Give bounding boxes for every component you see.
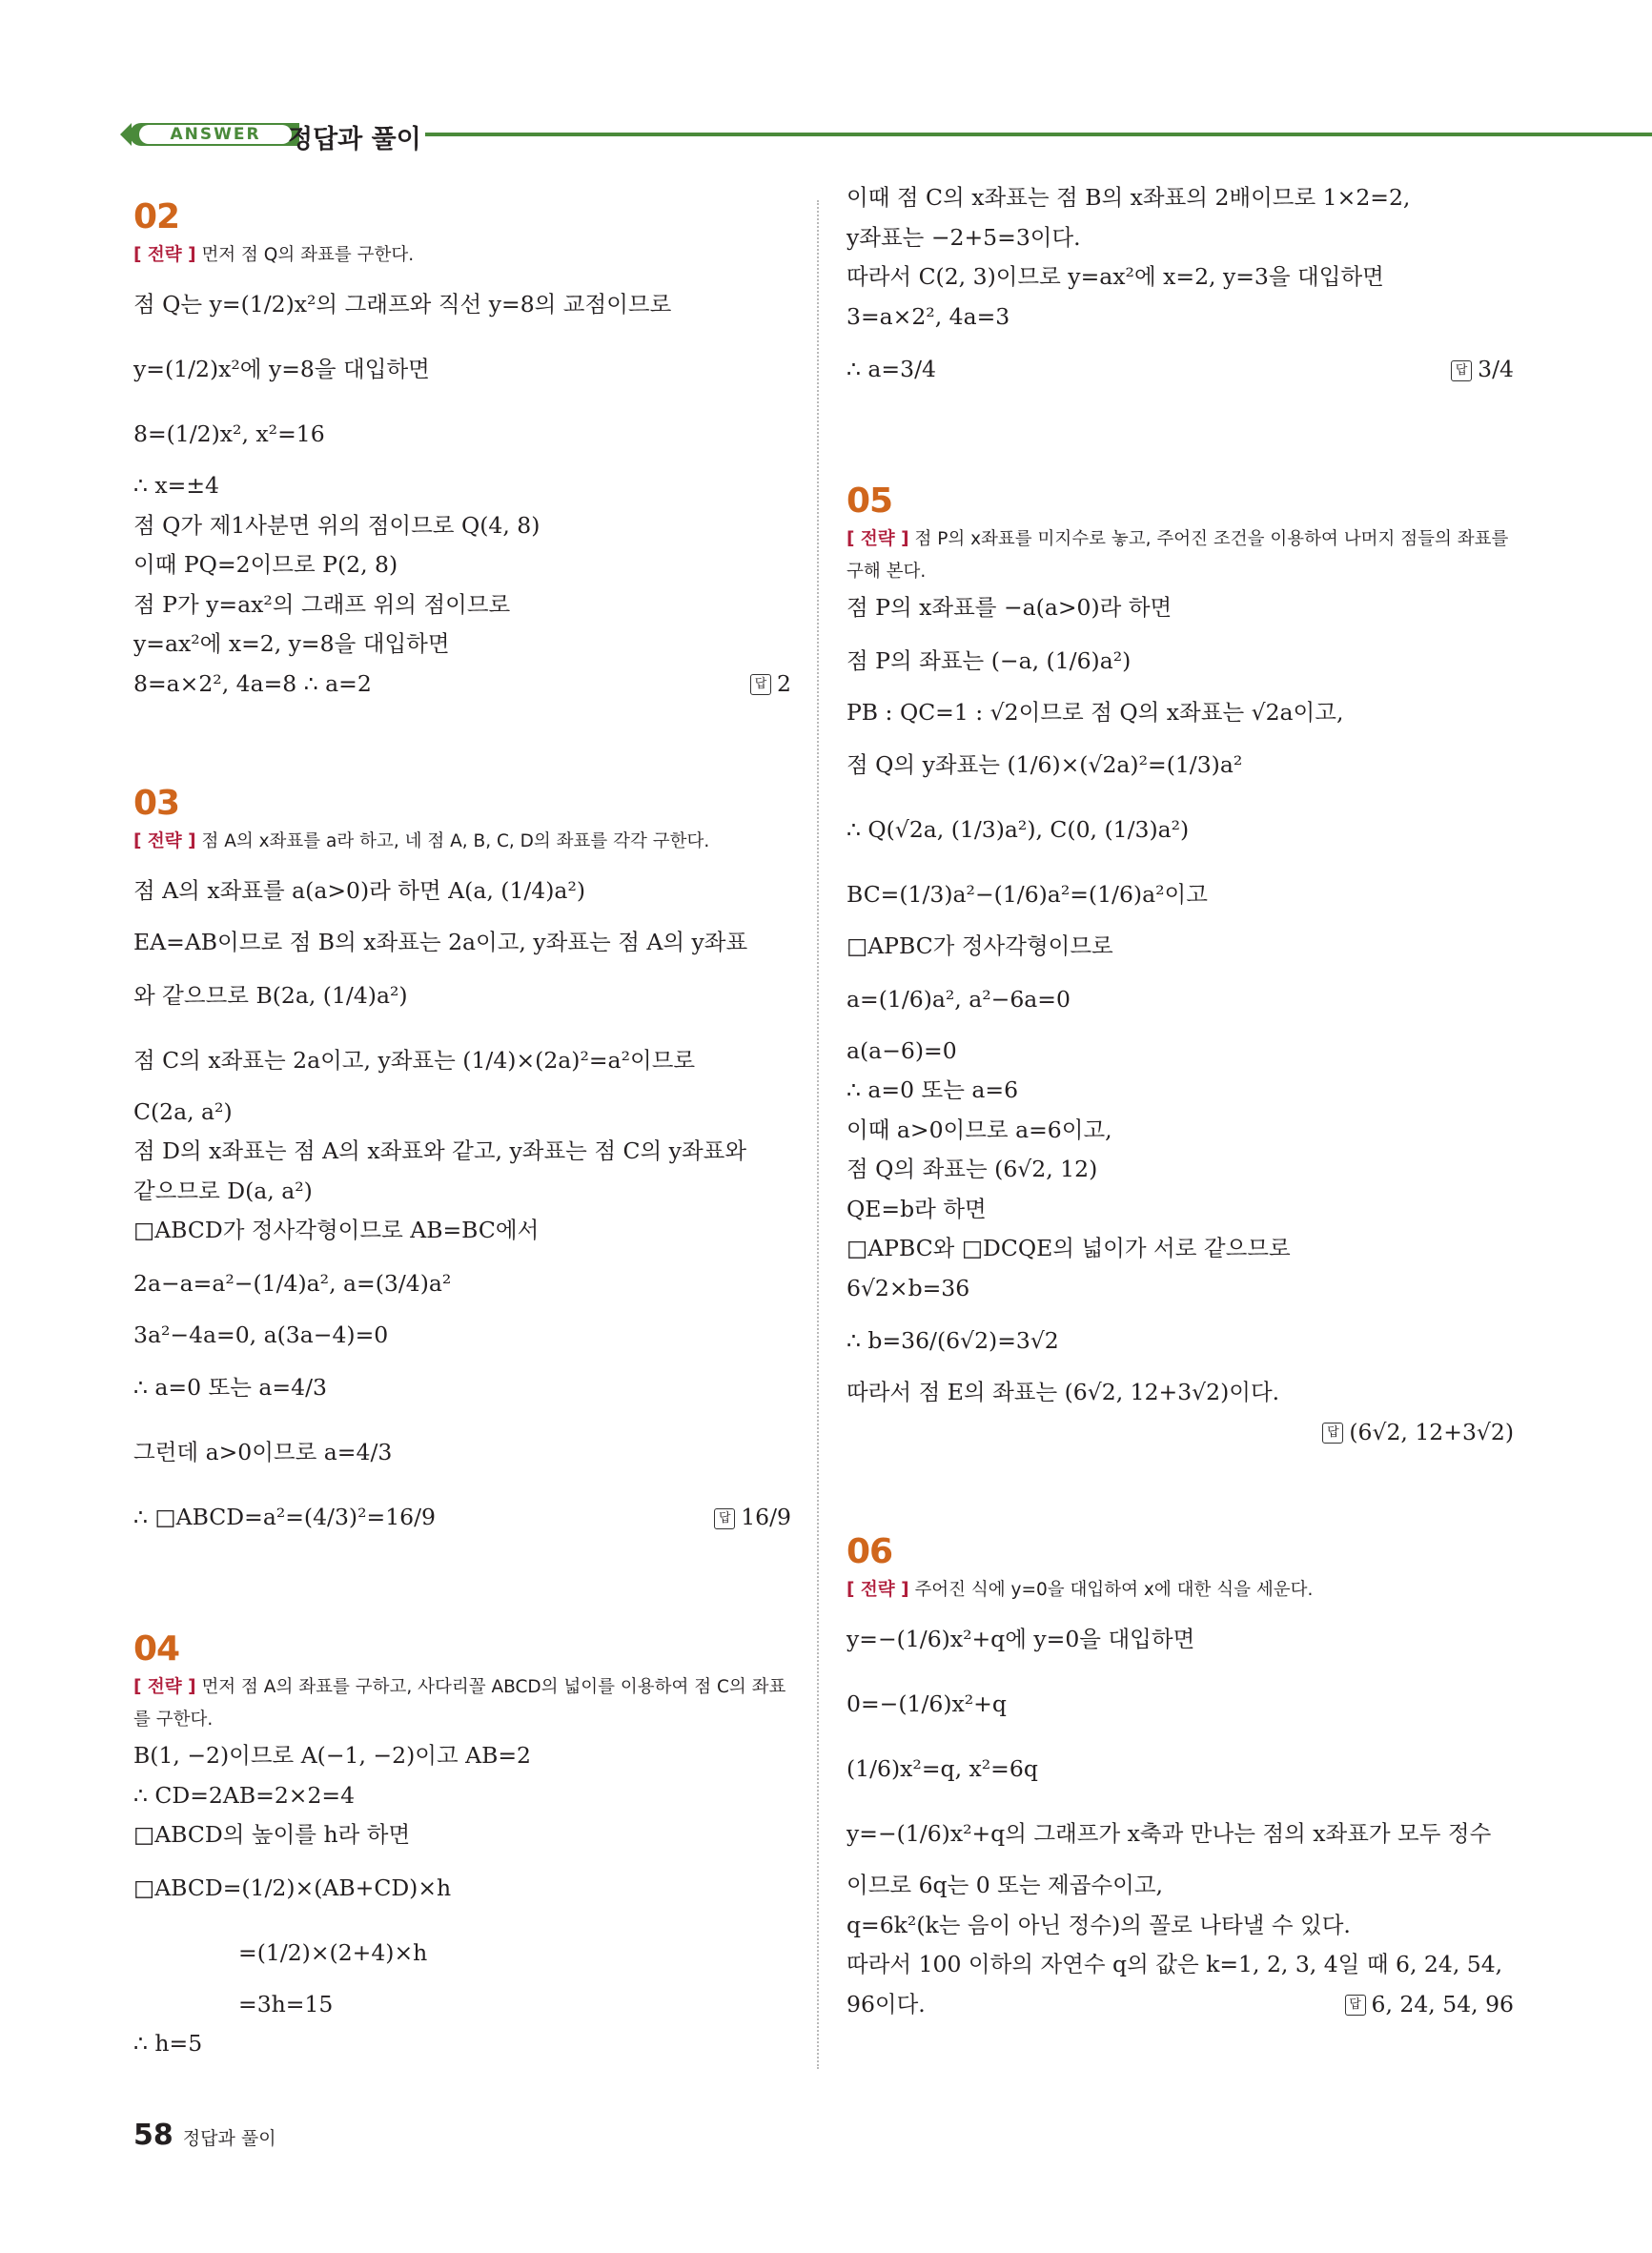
footer-label: 정답과 풀이 bbox=[182, 2128, 276, 2149]
solution-line: a=(1/6)a², a²−6a=0 bbox=[846, 985, 1071, 1013]
solution-line: 따라서 점 E의 좌표는 (6√2, 12+3√2)이다. bbox=[846, 1379, 1280, 1405]
solution-line: y=−(1/6)x²+q의 그래프가 x축과 만나는 점의 x좌표가 모두 정수 bbox=[846, 1820, 1492, 1847]
solution-text: 8=a×2², 4a=8 ∴ a=2 bbox=[133, 669, 372, 697]
solution-text: 96이다. bbox=[846, 1990, 926, 2017]
page-header bbox=[120, 120, 1652, 154]
answer-value: 3/4 bbox=[1478, 356, 1514, 382]
solution-line: □ABCD=(1/2)×(AB+CD)×h bbox=[133, 1874, 452, 1901]
solution-line: BC=(1/3)a²−(1/6)a²=(1/6)a²이고 bbox=[846, 881, 1208, 908]
strategy bbox=[846, 1574, 1514, 1607]
solution-line: 이때 a>0이므로 a=6이고, bbox=[846, 1116, 1112, 1143]
answer-value: 2 bbox=[777, 669, 791, 697]
solution-line: 점 Q의 좌표는 (6√2, 12) bbox=[846, 1156, 1098, 1182]
solution-line: 점 P가 y=ax²의 그래프 위의 점이므로 bbox=[133, 590, 511, 618]
solution-line: ∴ b=36/(6√2)=3√2 bbox=[846, 1327, 1059, 1354]
strategy-text: 점 P의 x좌표를 미지수로 놓고, 주어진 조건을 이용하여 나머지 점들의 좌표를 구해 본다. bbox=[846, 529, 1509, 582]
answer bbox=[1322, 1419, 1514, 1445]
solution-line: 8=(1/2)x², x²=16 bbox=[133, 420, 325, 447]
strategy bbox=[846, 523, 1514, 588]
problem-02 bbox=[133, 195, 791, 704]
answer bbox=[750, 665, 791, 705]
solution-line: 이때 PQ=2이므로 P(2, 8) bbox=[133, 551, 398, 578]
solution-line: 같으므로 D(a, a²) bbox=[133, 1177, 313, 1204]
solution-line: 이때 점 C의 x좌표는 점 B의 x좌표의 2배이므로 1×2=2, bbox=[846, 184, 1411, 211]
solution-line: q=6k²(k는 음이 아닌 정수)의 꼴로 나타낼 수 있다. bbox=[846, 1911, 1351, 1938]
solution-line: PB : QC=1 : √2이므로 점 Q의 x좌표는 √2a이고, bbox=[846, 698, 1344, 726]
strategy bbox=[133, 1671, 791, 1736]
solution-line: 점 C의 x좌표는 2a이고, y좌표는 (1/4)×(2a)²=a²이므로 bbox=[133, 1046, 696, 1074]
solution-line: =(1/2)×(2+4)×h bbox=[238, 1938, 428, 1966]
solution-line: =3h=15 bbox=[238, 1990, 334, 2017]
solution-line: a(a−6)=0 bbox=[846, 1036, 957, 1064]
solution-line: □APBC와 □DCQE의 넓이가 서로 같으므로 bbox=[846, 1235, 1291, 1261]
problem-04-continued bbox=[846, 178, 1514, 401]
solution-line bbox=[133, 665, 791, 705]
answer-line bbox=[846, 1413, 1514, 1453]
strategy-tag: [ 전략 ] bbox=[846, 529, 909, 549]
header-rule bbox=[425, 133, 1652, 136]
solution-line: 따라서 100 이하의 자연수 q의 값은 k=1, 2, 3, 4일 때 6, 24, 54, bbox=[846, 1951, 1503, 1977]
problem-06 bbox=[846, 1530, 1514, 2024]
solution-line: QE=b라 하면 bbox=[846, 1195, 987, 1222]
strategy bbox=[133, 826, 791, 858]
problem-number: 03 bbox=[133, 784, 180, 823]
page-footer bbox=[133, 2119, 276, 2152]
problem-05 bbox=[846, 480, 1514, 1452]
strategy-tag: [ 전략 ] bbox=[133, 245, 196, 265]
answer-icon: 답 bbox=[714, 1508, 735, 1529]
spacer bbox=[133, 1549, 791, 1628]
problem-number: 06 bbox=[846, 1532, 893, 1571]
solution-line: ∴ Q(√2a, (1/3)a²), C(0, (1/3)a²) bbox=[846, 816, 1190, 843]
answer-value: (6√2, 12+3√2) bbox=[1349, 1418, 1514, 1445]
solution-line: 와 같으므로 B(2a, (1/4)a²) bbox=[133, 981, 408, 1009]
solution-line: 3=a×2², 4a=3 bbox=[846, 302, 1010, 330]
answer bbox=[714, 1485, 791, 1549]
answer-badge bbox=[130, 123, 299, 146]
solution-line: y=(1/2)x²에 y=8을 대입하면 bbox=[133, 356, 430, 382]
page-number: 58 bbox=[133, 2119, 173, 2152]
solution-line bbox=[133, 1485, 791, 1549]
solution-text: ∴ a=3/4 bbox=[846, 356, 936, 382]
strategy-text: 주어진 식에 y=0을 대입하여 x에 대한 식을 세운다. bbox=[914, 1580, 1314, 1600]
strategy-text: 먼저 점 Q의 좌표를 구한다. bbox=[201, 245, 415, 265]
strategy-tag: [ 전략 ] bbox=[133, 1677, 196, 1697]
spacer bbox=[846, 401, 1514, 480]
solution-line: 2a−a=a²−(1/4)a², a=(3/4)a² bbox=[133, 1269, 452, 1297]
solution-line: ∴ x=±4 bbox=[133, 472, 220, 499]
answer-icon: 답 bbox=[750, 674, 771, 695]
solution-line: 0=−(1/6)x²+q bbox=[846, 1690, 1007, 1717]
strategy-text: 먼저 점 A의 좌표를 구하고, 사다리꼴 ABCD의 넓이를 이용하여 점 C의 좌표를 구한다. bbox=[133, 1677, 786, 1730]
solution-line: □APBC가 정사각형이므로 bbox=[846, 932, 1113, 959]
solution-line: 따라서 C(2, 3)이므로 y=ax²에 x=2, y=3을 대입하면 bbox=[846, 263, 1384, 290]
solution-line: 점 A의 x좌표를 a(a>0)라 하면 A(a, (1/4)a²) bbox=[133, 877, 586, 904]
answer-badge-label: ANSWER bbox=[139, 125, 292, 144]
answer-icon: 답 bbox=[1451, 360, 1472, 381]
problem-04 bbox=[133, 1628, 791, 2064]
solution-line: B(1, −2)이므로 A(−1, −2)이고 AB=2 bbox=[133, 1742, 531, 1769]
solution-line: C(2a, a²) bbox=[133, 1097, 233, 1125]
left-column bbox=[133, 195, 791, 2064]
solution-line: 이므로 6q는 0 또는 제곱수이고, bbox=[846, 1872, 1164, 1898]
solution-line: 점 Q의 y좌표는 (1/6)×(√2a)²=(1/3)a² bbox=[846, 751, 1243, 778]
answer-value: 16/9 bbox=[741, 1504, 791, 1530]
solution-line: ∴ a=0 또는 a=4/3 bbox=[133, 1374, 327, 1401]
answer-icon: 답 bbox=[1322, 1423, 1343, 1444]
solution-line: ∴ CD=2AB=2×2=4 bbox=[133, 1781, 356, 1809]
solution-line: 점 Q는 y=(1/2)x²의 그래프와 직선 y=8의 교점이므로 bbox=[133, 291, 672, 317]
answer bbox=[1451, 337, 1514, 401]
problem-number: 04 bbox=[133, 1629, 180, 1669]
answer bbox=[1345, 1985, 1514, 2025]
solution-line bbox=[846, 337, 1514, 401]
solution-line: 점 Q가 제1사분면 위의 점이므로 Q(4, 8) bbox=[133, 511, 540, 539]
solution-line: □ABCD가 정사각형이므로 AB=BC에서 bbox=[133, 1217, 540, 1243]
solution-line: ∴ a=0 또는 a=6 bbox=[846, 1076, 1019, 1103]
solution-line: y좌표는 −2+5=3이다. bbox=[846, 223, 1081, 251]
strategy bbox=[133, 239, 791, 272]
spacer bbox=[133, 704, 791, 782]
solution-line: 점 P의 좌표는 (−a, (1/6)a²) bbox=[846, 646, 1132, 674]
problem-number: 02 bbox=[133, 197, 180, 236]
solution-line bbox=[846, 1985, 1514, 2025]
problem-03 bbox=[133, 782, 791, 1549]
problem-number: 05 bbox=[846, 481, 893, 521]
solution-text: ∴ □ABCD=a²=(4/3)²=16/9 bbox=[133, 1504, 436, 1530]
answer-icon: 답 bbox=[1345, 1995, 1366, 2016]
spacer bbox=[846, 1452, 1514, 1530]
solution-line: y=−(1/6)x²+q에 y=0을 대입하면 bbox=[846, 1626, 1195, 1652]
solution-line: 3a²−4a=0, a(3a−4)=0 bbox=[133, 1321, 389, 1348]
solution-line: 점 D의 x좌표는 점 A의 x좌표와 같고, y좌표는 점 C의 y좌표와 bbox=[133, 1137, 747, 1164]
right-column bbox=[846, 184, 1514, 2024]
solution-line: □ABCD의 높이를 h라 하면 bbox=[133, 1821, 411, 1848]
answer-value: 6, 24, 54, 96 bbox=[1371, 1990, 1514, 2017]
solution-line: 그런데 a>0이므로 a=4/3 bbox=[133, 1439, 393, 1465]
solution-line: 6√2×b=36 bbox=[846, 1274, 970, 1301]
strategy-tag: [ 전략 ] bbox=[133, 831, 196, 851]
header-title: 정답과 풀이 bbox=[288, 125, 421, 154]
column-divider bbox=[817, 200, 819, 2069]
solution-line: (1/6)x²=q, x²=6q bbox=[846, 1755, 1038, 1782]
solution-line: EA=AB이므로 점 B의 x좌표는 2a이고, y좌표는 점 A의 y좌표 bbox=[133, 929, 748, 955]
strategy-tag: [ 전략 ] bbox=[846, 1580, 909, 1600]
solution-line: 점 P의 x좌표를 −a(a>0)라 하면 bbox=[846, 594, 1173, 621]
solution-line: y=ax²에 x=2, y=8을 대입하면 bbox=[133, 630, 450, 657]
solution-line: ∴ h=5 bbox=[133, 2030, 203, 2057]
strategy-text: 점 A의 x좌표를 a라 하고, 네 점 A, B, C, D의 좌표를 각각 구한다. bbox=[201, 831, 710, 851]
